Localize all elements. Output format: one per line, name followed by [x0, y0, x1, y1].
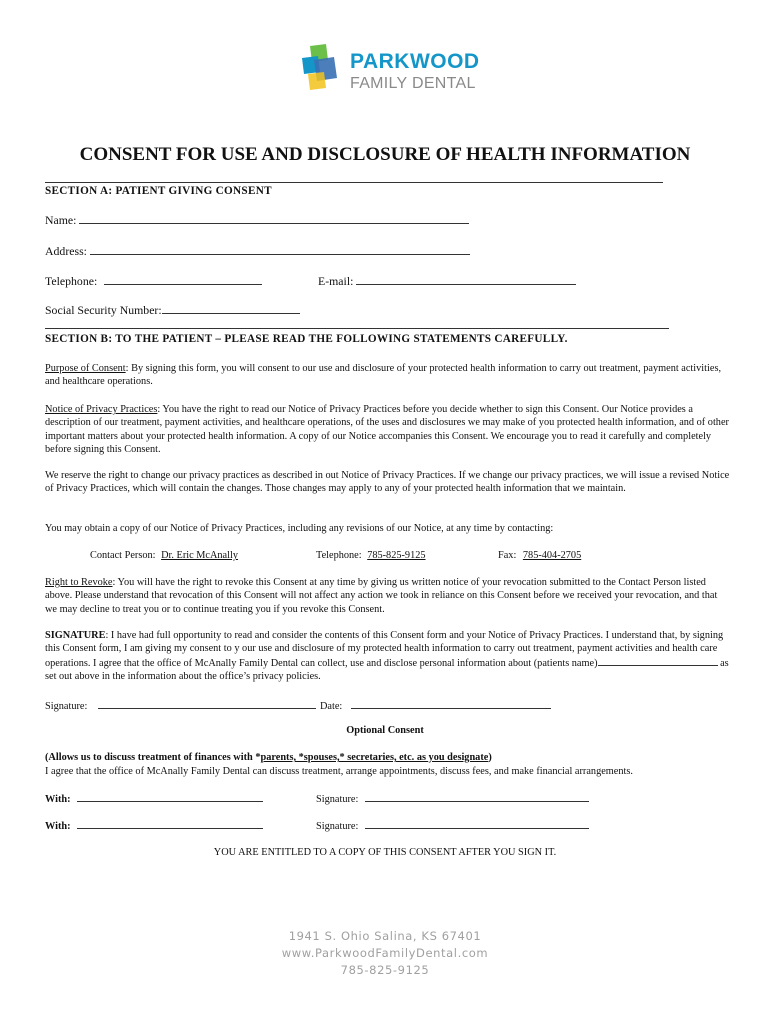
- signature-label: Signature:: [45, 701, 88, 712]
- contact-person: [90, 549, 265, 562]
- signature-paragraph: [45, 629, 730, 684]
- notice-paragraph: [45, 403, 730, 457]
- page-title: CONSENT FOR USE AND DISCLOSURE OF HEALTH INFORMATION: [79, 144, 691, 165]
- address-input-line[interactable]: [90, 244, 470, 255]
- with-field-1[interactable]: [45, 791, 263, 806]
- parkwood-logo: [300, 44, 490, 96]
- contact-telephone: [316, 549, 449, 562]
- revoke-text: : You will have the right to revoke this Consent at any time by giving us written notice of your revocation submitted to the Contact Person listed above. Please understand that revocation of this Consent will not affect any action we took in reliance on this Consent before we received your revocation, and that we may decline to treat you or to continue treating you if you revoke this Consent.: [45, 577, 718, 615]
- with-label: With:: [45, 821, 71, 832]
- telephone-field[interactable]: [45, 274, 262, 289]
- with-label: With:: [45, 794, 71, 805]
- logo-squares-icon: [300, 44, 340, 92]
- telephone-label: Telephone:: [316, 550, 362, 561]
- notice-text: : You have the right to read our Notice of Privacy Practices before you decide whether to sign this Consent. Our Notice provides a description of our treatment, payment activities, and healthcare operations, of the uses and disclosures we may make of you protected health information, and of other important matters about your protected health information. A copy of our Notice accompanies this Consent. We encourage you to read it carefully and completely before signing this Consent.: [45, 404, 729, 456]
- contact-fax: [498, 549, 581, 562]
- name-label: Name:: [45, 213, 77, 227]
- divider: [45, 328, 669, 329]
- signature-field[interactable]: [45, 698, 316, 713]
- section-a-heading: SECTION A: PATIENT GIVING CONSENT: [45, 185, 272, 197]
- reserve-paragraph: We reserve the right to change our privacy practices as described in out Notice of Privacy Practices. If we change our privacy practices, we will issue a revised Notice of Privacy Practices, which will contain the changes. Those changes may apply to any of your protected health information that we maintain.: [45, 470, 730, 495]
- telephone-label: Telephone:: [45, 274, 98, 288]
- optional-consent-heading: Optional Consent: [346, 725, 424, 736]
- footer-address: 1941 S. Ohio Salina, KS 67401: [288, 929, 482, 943]
- with-input-line-2[interactable]: [77, 818, 263, 829]
- divider: [45, 182, 663, 183]
- name-field[interactable]: [45, 213, 469, 228]
- contact-value: Dr. Eric McAnally: [161, 550, 238, 561]
- optional-signature-label: Signature:: [316, 794, 359, 805]
- with-input-line-1[interactable]: [77, 791, 263, 802]
- patient-name-input-line[interactable]: [598, 656, 718, 666]
- optional-signature-input-line-1[interactable]: [365, 791, 589, 802]
- ssn-label: Social Security Number:: [45, 303, 162, 317]
- purpose-title: Purpose of Consent: [45, 363, 126, 374]
- notice-title: Notice of Privacy Practices: [45, 404, 158, 415]
- email-input-line[interactable]: [356, 274, 576, 285]
- with-field-2[interactable]: [45, 818, 263, 833]
- name-input-line[interactable]: [79, 213, 469, 224]
- purpose-text: : By signing this form, you will consent to our use and disclosure of your protected health information to carry out treatment, payment activities, and healthcare operations.: [45, 363, 722, 388]
- contact-label: Contact Person:: [90, 550, 156, 561]
- optional-signature-input-line-2[interactable]: [365, 818, 589, 829]
- telephone-input-line[interactable]: [104, 274, 262, 285]
- fax-label: Fax:: [498, 550, 517, 561]
- optional-signature-field-1[interactable]: [316, 791, 589, 806]
- address-field[interactable]: [45, 244, 470, 259]
- date-label: Date:: [320, 701, 343, 712]
- ssn-input-line[interactable]: [162, 303, 300, 314]
- signature-text-1: : I have had full opportunity to read and consider the contents of this Consent form and your Notice of Privacy Practices. I understand that, by signing this Consent form, I am giving my consent to y our use and disclosure of my protected health information to carry out treatment, payment activities and health care operations. I agree that the office of McAnally Family Dental can collect, use and disclose personal information about (patients name): [45, 630, 724, 669]
- revoke-paragraph: [45, 576, 730, 616]
- optional-signature-field-2[interactable]: [316, 818, 589, 833]
- optional-signature-label: Signature:: [316, 821, 359, 832]
- entitled-notice: YOU ARE ENTITLED TO A COPY OF THIS CONSENT AFTER YOU SIGN IT.: [213, 847, 557, 858]
- date-field[interactable]: [320, 698, 551, 713]
- optional-agree-text: I agree that the office of McAnally Family Dental can discuss treatment, arrange appointments, discuss fees, and make financial arrangements.: [45, 766, 633, 777]
- allows-text-underlined: parents, *spouses,* secretaries, etc. as you designate: [260, 752, 489, 763]
- email-field[interactable]: [318, 274, 576, 289]
- logo-text-secondary: FAMILY DENTAL: [350, 75, 476, 92]
- address-label: Address:: [45, 244, 87, 258]
- footer-phone: 785-825-9125: [340, 963, 430, 977]
- footer: [0, 928, 770, 979]
- ssn-field[interactable]: [45, 303, 300, 318]
- optional-allows-line: [45, 751, 730, 764]
- signature-input-line[interactable]: [98, 698, 316, 709]
- allows-text-pre: (Allows us to discuss treatment of finances with *: [45, 752, 261, 763]
- purpose-paragraph: [45, 362, 730, 389]
- email-label: E-mail:: [318, 274, 354, 288]
- date-input-line[interactable]: [351, 698, 551, 709]
- signature-text-2: as set out above in the information about the office’s privacy policies.: [45, 657, 729, 683]
- footer-website: www.ParkwoodFamilyDental.com: [281, 946, 489, 960]
- logo-text-primary: PARKWOOD: [350, 50, 480, 73]
- telephone-value: 785-825-9125: [367, 550, 426, 561]
- revoke-title: Right to Revoke: [45, 577, 113, 588]
- fax-value: 785-404-2705: [522, 550, 582, 561]
- section-b-heading: SECTION B: TO THE PATIENT – PLEASE READ THE FOLLOWING STATEMENTS CAREFULLY.: [45, 333, 568, 345]
- allows-text-post: ): [488, 752, 492, 763]
- obtain-paragraph: You may obtain a copy of our Notice of Privacy Practices, including any revisions of our Notice, at any time by contacting:: [45, 523, 554, 534]
- signature-title: SIGNATURE: [45, 630, 106, 641]
